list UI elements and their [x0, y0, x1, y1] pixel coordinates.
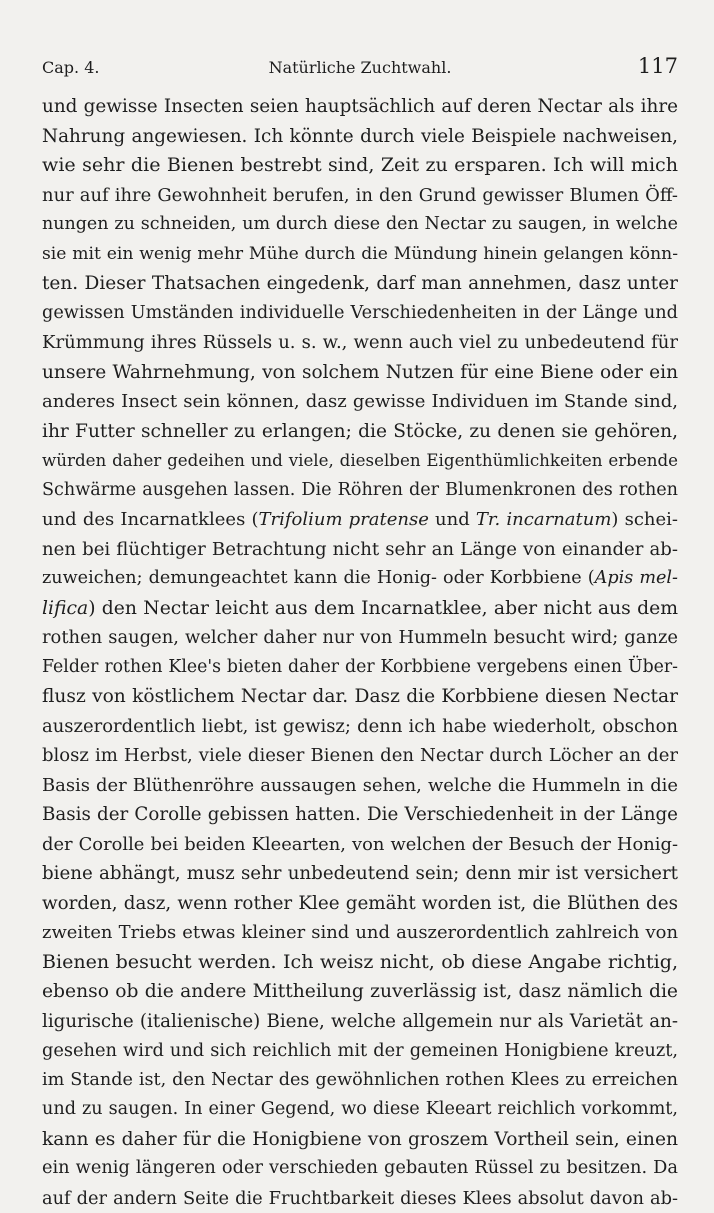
text-line	[42, 1007, 678, 1037]
text-line	[42, 977, 678, 1007]
text-line	[42, 918, 678, 948]
text-segment: Basis der Blüthenröhre aussaugen sehen, welche die Hummeln in die	[42, 775, 678, 796]
italic-phrase: Trifolium pratense	[258, 509, 428, 530]
italic-phrase: Apis mel-	[595, 568, 678, 588]
body-text	[42, 92, 678, 1213]
text-line	[42, 240, 678, 270]
text-segment: unsere Wahrnehmung, von solchem Nutzen für eine Biene oder ein	[42, 362, 678, 383]
text-segment: ein wenig längeren oder verschieden gebauten Rüssel zu besitzen. Da	[42, 1158, 678, 1178]
text-line	[42, 1125, 678, 1155]
text-segment: sie mit ein wenig mehr Mühe durch die Mündung hinein gelangen könn-	[42, 244, 678, 264]
text-line	[42, 358, 678, 388]
text-segment: nungen zu schneiden, um durch diese den Nectar zu saugen, in welche	[42, 214, 678, 234]
text-line	[42, 1184, 678, 1213]
text-line	[42, 800, 678, 830]
text-line	[42, 1154, 678, 1184]
text-line	[42, 594, 678, 624]
running-header	[42, 54, 678, 80]
text-segment: ihr Futter schneller zu erlangen; die Stöcke, zu denen sie gehören,	[42, 421, 678, 442]
text-segment: ebenso ob die andere Mittheilung zuverlässig ist, dasz nämlich die	[42, 981, 678, 1002]
text-segment: gesehen wird und sich reichlich mit der gemeinen Honigbiene kreuzt,	[42, 1040, 678, 1061]
text-segment: wie sehr die Bienen bestrebt sind, Zeit zu ersparen. Ich will mich	[42, 154, 678, 176]
text-line	[42, 623, 678, 653]
text-line	[42, 476, 678, 506]
text-segment: ) den Nectar leicht aus dem Incarnatklee, aber nicht aus dem	[88, 598, 678, 619]
text-segment: ) schei-	[611, 509, 678, 530]
text-line	[42, 653, 678, 683]
page-number: 117	[638, 54, 678, 78]
text-line	[42, 92, 678, 122]
text-segment: biene abhängt, musz sehr unbedeutend sein; denn mir ist versichert	[42, 863, 678, 884]
text-line	[42, 269, 678, 299]
text-line	[42, 299, 678, 329]
text-line	[42, 535, 678, 565]
text-line	[42, 417, 678, 447]
text-segment: Krümmung ihres Rüssels u. s. w., wenn auch viel zu unbedeutend für	[42, 332, 678, 353]
text-segment: nen bei flüchtiger Betrachtung nicht sehr an Länge von einander ab-	[42, 539, 678, 560]
text-segment: zuweichen; demungeachtet kann die Honig- oder Korbbiene (	[42, 568, 595, 588]
text-line	[42, 948, 678, 978]
chapter-label: Cap. 4.	[42, 58, 99, 77]
text-segment: rothen saugen, welcher daher nur von Hummeln besucht wird; ganze	[42, 627, 678, 648]
text-line	[42, 682, 678, 712]
text-line	[42, 1066, 678, 1096]
text-line	[42, 151, 678, 181]
text-segment: und zu saugen. In einer Gegend, wo diese Kleeart reichlich vorkommt,	[42, 1099, 678, 1119]
text-segment: ten. Dieser Thatsachen eingedenk, darf man annehmen, dasz unter	[42, 273, 678, 294]
text-line	[42, 505, 678, 535]
text-segment: Bienen besucht werden. Ich weisz nicht, ob diese Angabe richtig,	[42, 951, 678, 973]
text-segment: und des Incarnatklees (	[42, 509, 258, 530]
text-line	[42, 387, 678, 417]
text-segment: der Corolle bei beiden Kleearten, von welchen der Besuch der Honig-	[42, 834, 678, 855]
text-segment: und	[429, 509, 476, 530]
text-segment: im Stande ist, den Nectar des gewöhnlichen rothen Klees zu erreichen	[42, 1070, 678, 1090]
text-line	[42, 1036, 678, 1066]
text-segment: nur auf ihre Gewohnheit berufen, in den Grund gewisser Blumen Öff-	[42, 185, 678, 206]
text-line	[42, 328, 678, 358]
text-line	[42, 210, 678, 240]
text-segment: gewissen Umständen individuelle Verschiedenheiten in der Länge und	[42, 303, 678, 323]
text-segment: zweiten Triebs etwas kleiner sind und auszerordentlich zahlreich von	[42, 922, 678, 943]
italic-phrase: Tr. incarnatum	[476, 509, 612, 530]
text-segment: auszerordentlich liebt, ist gewisz; denn ich habe wiederholt, obschon	[42, 716, 678, 737]
text-line	[42, 122, 678, 152]
text-segment: und gewisse Insecten seien hauptsächlich auf deren Nectar als ihre	[42, 96, 678, 117]
text-segment: würden daher gedeihen und viele, dieselben Eigenthümlichkeiten erbende	[42, 451, 678, 470]
text-line	[42, 181, 678, 211]
italic-phrase: lifica	[42, 598, 88, 619]
text-line	[42, 712, 678, 742]
text-line	[42, 859, 678, 889]
text-line	[42, 446, 678, 476]
text-segment: worden, dasz, wenn rother Klee gemäht worden ist, die Blüthen des	[42, 893, 678, 914]
text-line	[42, 889, 678, 919]
text-line	[42, 1095, 678, 1125]
text-segment: Basis der Corolle gebissen hatten. Die Verschiedenheit in der Länge	[42, 804, 678, 825]
text-segment: flusz von köstlichem Nectar dar. Dasz die Korbbiene diesen Nectar	[42, 686, 678, 707]
text-line	[42, 771, 678, 801]
running-title: Natürliche Zuchtwahl.	[42, 58, 678, 77]
text-segment: anderes Insect sein können, dasz gewisse Individuen im Stande sind,	[42, 391, 678, 412]
text-segment: blosz im Herbst, viele dieser Bienen den Nectar durch Löcher an der	[42, 745, 678, 766]
text-line	[42, 741, 678, 771]
text-segment: Felder rothen Klee's bieten daher der Korbbiene vergebens einen Über-	[42, 657, 678, 677]
text-segment: Nahrung angewiesen. Ich könnte durch viele Beispiele nachweisen,	[42, 126, 678, 147]
text-segment: kann es daher für die Honigbiene von groszem Vortheil sein, einen	[42, 1129, 678, 1150]
text-segment: ligurische (italienische) Biene, welche allgemein nur als Varietät an-	[42, 1011, 678, 1032]
text-line	[42, 564, 678, 594]
text-segment: Schwärme ausgehen lassen. Die Röhren der Blumenkronen des rothen	[42, 480, 678, 500]
text-line	[42, 830, 678, 860]
text-segment: auf der andern Seite die Fruchtbarkeit dieses Klees absolut davon ab-	[42, 1188, 678, 1209]
